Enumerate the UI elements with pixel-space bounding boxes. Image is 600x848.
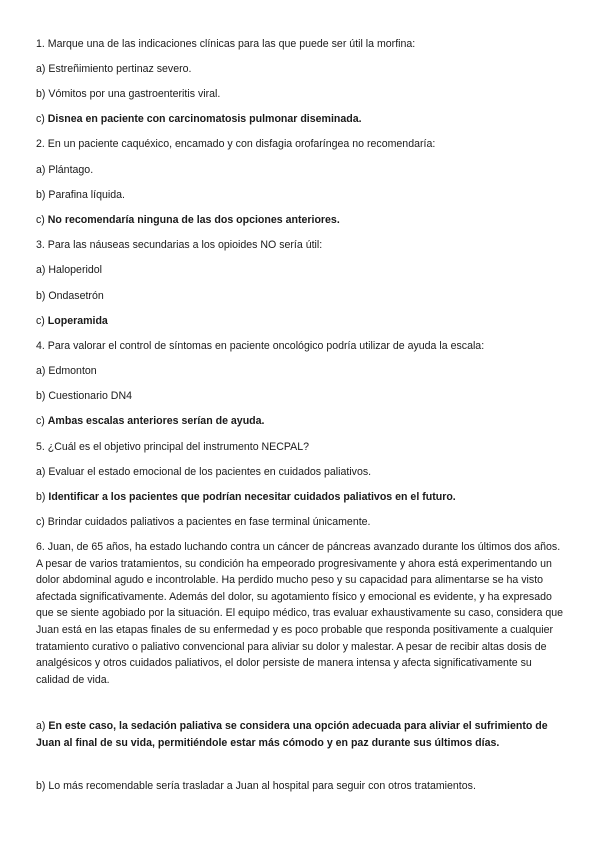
question-2: 2. En un paciente caquéxico, encamado y con disfagia orofaríngea no recomendaría: bbox=[36, 138, 436, 150]
option-text: Edmonton bbox=[48, 365, 97, 377]
option-prefix: a) bbox=[36, 63, 49, 75]
option-prefix: a) bbox=[36, 720, 49, 732]
option-text: Evaluar el estado emocional de los pacientes en cuidados paliativos. bbox=[48, 466, 372, 478]
option-prefix: b) bbox=[36, 88, 49, 100]
option-prefix: b) bbox=[36, 189, 49, 201]
option-text: Brindar cuidados paliativos a pacientes en fase terminal únicamente. bbox=[47, 516, 371, 528]
option-prefix: b) bbox=[36, 390, 49, 402]
option-prefix: c) bbox=[36, 315, 48, 327]
option-text-bold: No recomendaría ninguna de las dos opciones anteriores. bbox=[47, 214, 340, 226]
option-prefix: c) bbox=[36, 113, 48, 125]
q1-option-b bbox=[36, 86, 566, 102]
option-text-bold: Identificar a los pacientes que podrían necesitar cuidados paliativos en el futuro. bbox=[48, 491, 456, 503]
option-prefix: a) bbox=[36, 365, 49, 377]
q5-option-a bbox=[36, 464, 566, 480]
q6-option-b bbox=[36, 778, 566, 794]
option-text: Ondasetrón bbox=[48, 290, 104, 302]
option-prefix: a) bbox=[36, 264, 49, 276]
q2-option-b bbox=[36, 187, 566, 203]
option-prefix: b) bbox=[36, 780, 49, 792]
q4-option-c-correct bbox=[36, 413, 566, 429]
question-3: 3. Para las náuseas secundarias a los opioides NO sería útil: bbox=[36, 239, 323, 251]
q3-option-a bbox=[36, 262, 566, 278]
q3-option-b bbox=[36, 288, 566, 304]
question-6: 6. Juan, de 65 años, ha estado luchando contra un cáncer de páncreas avanzado durante los últimos dos años. A pesar de varios tratamientos, su condición ha empeorado progresivamente y ahora está experimentando un dolor abdominal agudo e incontrolable. Ha perdido mucho peso y su capacidad para alimentarse se ha visto afectada significativamente. Además del dolor, su agotamiento físico y emocional es evidente, y ha expresado que se siente agobiado por la situación. El equipo médico, tras evaluar exhaustivamente su caso, considera que Juan está en las etapas finales de su enfermedad y es poco probable que responda positivamente a cualquier tratamiento curativo o paliativo convencional para aliviar su dolor y malestar. A pesar de recibir altas dosis de analgésicos y otros cuidados paliativos, el dolor persiste de manera intensa y afecta significativamente su calidad de vida. bbox=[36, 541, 564, 686]
question-4: 4. Para valorar el control de síntomas en paciente oncológico podría utilizar de ayuda la escala: bbox=[36, 340, 485, 352]
q4-option-b bbox=[36, 388, 566, 404]
option-prefix: c) bbox=[36, 516, 48, 528]
option-text: Lo más recomendable sería trasladar a Juan al hospital para seguir con otros tratamientos. bbox=[48, 780, 476, 792]
option-text: Parafina líquida. bbox=[48, 189, 125, 201]
option-text: Haloperidol bbox=[48, 264, 102, 276]
q3-option-c-correct bbox=[36, 313, 566, 329]
q5-option-c bbox=[36, 514, 566, 530]
option-prefix: b) bbox=[36, 491, 49, 503]
option-prefix: c) bbox=[36, 415, 48, 427]
option-text: Plántago. bbox=[48, 164, 94, 176]
option-prefix: a) bbox=[36, 466, 49, 478]
option-prefix: c) bbox=[36, 214, 48, 226]
option-text-bold: Ambas escalas anteriores serían de ayuda. bbox=[47, 415, 265, 427]
option-text-bold: Disnea en paciente con carcinomatosis pulmonar diseminada. bbox=[47, 113, 362, 125]
option-text-bold: Loperamida bbox=[47, 315, 108, 327]
q5-option-b-correct bbox=[36, 489, 566, 505]
q1-option-c-correct bbox=[36, 111, 566, 127]
question-5: 5. ¿Cuál es el objetivo principal del instrumento NECPAL? bbox=[36, 441, 310, 453]
option-text: Estreñimiento pertinaz severo. bbox=[48, 63, 192, 75]
option-prefix: b) bbox=[36, 290, 49, 302]
question-1: 1. Marque una de las indicaciones clínicas para las que puede ser útil la morfina: bbox=[36, 38, 416, 50]
option-text: Vómitos por una gastroenteritis viral. bbox=[48, 88, 221, 100]
option-text-bold: En este caso, la sedación paliativa se considera una opción adecuada para aliviar el sufrimiento de Juan al final de su vida, permitiéndole estar más cómodo y en paz durante sus últimos días. bbox=[36, 720, 548, 749]
option-prefix: a) bbox=[36, 164, 49, 176]
q6-option-a-correct bbox=[36, 718, 566, 751]
q1-option-a bbox=[36, 61, 566, 77]
q2-option-a bbox=[36, 162, 566, 178]
q4-option-a bbox=[36, 363, 566, 379]
option-text: Cuestionario DN4 bbox=[48, 390, 132, 402]
q2-option-c-correct bbox=[36, 212, 566, 228]
